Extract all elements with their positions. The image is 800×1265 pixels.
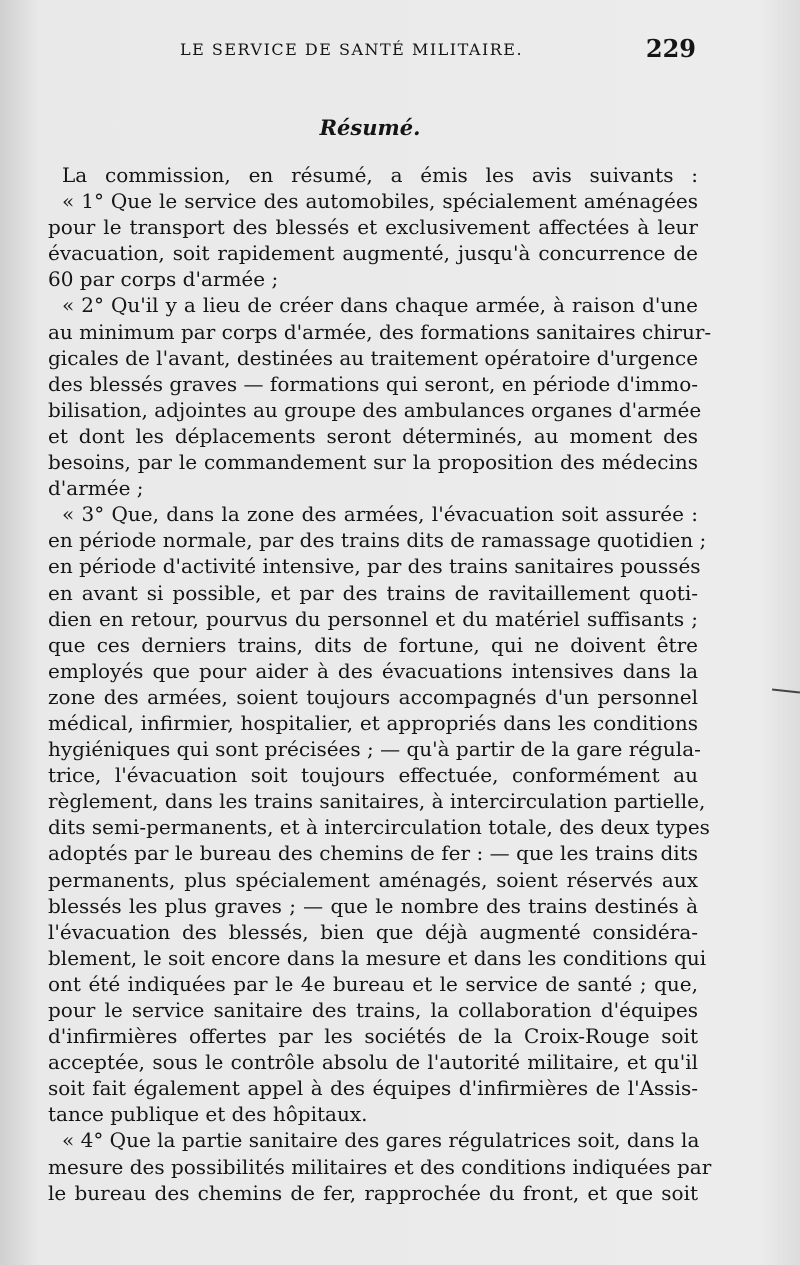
text-line: en période d'activité intensive, par des trains sanitaires poussés <box>48 554 701 579</box>
text-line: règlement, dans les trains sanitaires, à intercirculation partielle, <box>48 789 706 814</box>
text-line: pour le service sanitaire des trains, la collaboration d'équipes <box>48 998 698 1022</box>
page-number: 229 <box>645 34 696 63</box>
text-line: et dont les déplacements seront déterminés, au moment des <box>48 423 698 448</box>
text-line: mesure des possibilités militaires et des conditions indiquées par <box>48 1154 712 1179</box>
text-line: « 2° Qu'il y a lieu de créer dans chaque armée, à raison d'une <box>62 293 698 318</box>
text-line: pour le transport des blessés et exclusivement affectées à leur <box>48 215 698 240</box>
text-line: blement, le soit encore dans la mesure et dans les conditions qui <box>48 945 707 970</box>
body-text <box>48 162 712 1206</box>
text-line: adoptés par le bureau des chemins de fer : — que les trains dits <box>48 841 698 866</box>
text-line: trice, l'évacuation soit toujours effectuée, conformément au <box>48 763 698 788</box>
text-line: gicales de l'avant, destinées au traitement opératoire d'urgence <box>48 345 699 370</box>
text-line: l'évacuation des blessés, bien que déjà augmenté considéra- <box>48 919 698 944</box>
text-line: La commission, en résumé, a émis les avis suivants : <box>62 163 698 187</box>
text-line: en avant si possible, et par des trains de ravitaillement quoti- <box>48 580 698 605</box>
text-line: bilisation, adjointes au groupe des ambulances organes d'armée <box>48 397 702 422</box>
text-line: d'infirmières offertes par les sociétés de la Croix-Rouge soit <box>48 1024 698 1049</box>
text-line: tance publique et des hôpitaux. <box>48 1102 368 1127</box>
text-line: en période normale, par des trains dits de ramassage quotidien ; <box>48 528 707 553</box>
text-line: d'armée ; <box>48 476 144 501</box>
text-line: dits semi-permanents, et à intercirculation totale, des deux types <box>48 815 710 840</box>
text-line: au minimum par corps d'armée, des formations sanitaires chirur- <box>48 319 712 344</box>
scan-edge-mark <box>772 689 800 694</box>
section-title: Résumé. <box>319 115 421 140</box>
running-title: LE SERVICE DE SANTÉ MILITAIRE. <box>180 40 524 59</box>
text-line: « 1° Que le service des automobiles, spécialement aménagées <box>62 189 698 214</box>
text-line: dien en retour, pourvus du personnel et du matériel suffisants ; <box>48 606 698 631</box>
text-line: que ces derniers trains, dits de fortune, qui ne doivent être <box>48 632 698 657</box>
text-line: le bureau des chemins de fer, rapprochée du front, et que soit <box>48 1180 698 1205</box>
text-line: soit fait également appel à des équipes d'infirmières de l'Assis- <box>48 1076 698 1101</box>
text-line: évacuation, soit rapidement augmenté, jusqu'à concurrence de <box>48 241 698 266</box>
text-line: zone des armées, soient toujours accompagnés d'un personnel <box>48 684 698 709</box>
text-line: employés que pour aider à des évacuations intensives dans la <box>48 658 698 683</box>
text-line: des blessés graves — formations qui seront, en période d'immo- <box>48 371 698 396</box>
text-line: permanents, plus spécialement aménagés, soient réservés aux <box>48 867 698 892</box>
text-line: « 4° Que la partie sanitaire des gares régulatrices soit, dans la <box>62 1128 700 1153</box>
text-line: 60 par corps d'armée ; <box>48 267 279 292</box>
text-line: hygiéniques qui sont précisées ; — qu'à partir de la gare régula- <box>48 737 701 762</box>
page-header <box>180 34 700 66</box>
text-line: « 3° Que, dans la zone des armées, l'évacuation soit assurée : <box>62 502 698 527</box>
text-line: besoins, par le commandement sur la proposition des médecins <box>48 450 698 475</box>
text-line: ont été indiquées par le 4e bureau et le service de santé ; que, <box>48 971 698 996</box>
text-line: acceptée, sous le contrôle absolu de l'autorité militaire, et qu'il <box>48 1050 698 1075</box>
text-line: médical, infirmier, hospitalier, et appropriés dans les conditions <box>48 710 698 735</box>
text-line: blessés les plus graves ; — que le nombre des trains destinés à <box>48 893 698 918</box>
